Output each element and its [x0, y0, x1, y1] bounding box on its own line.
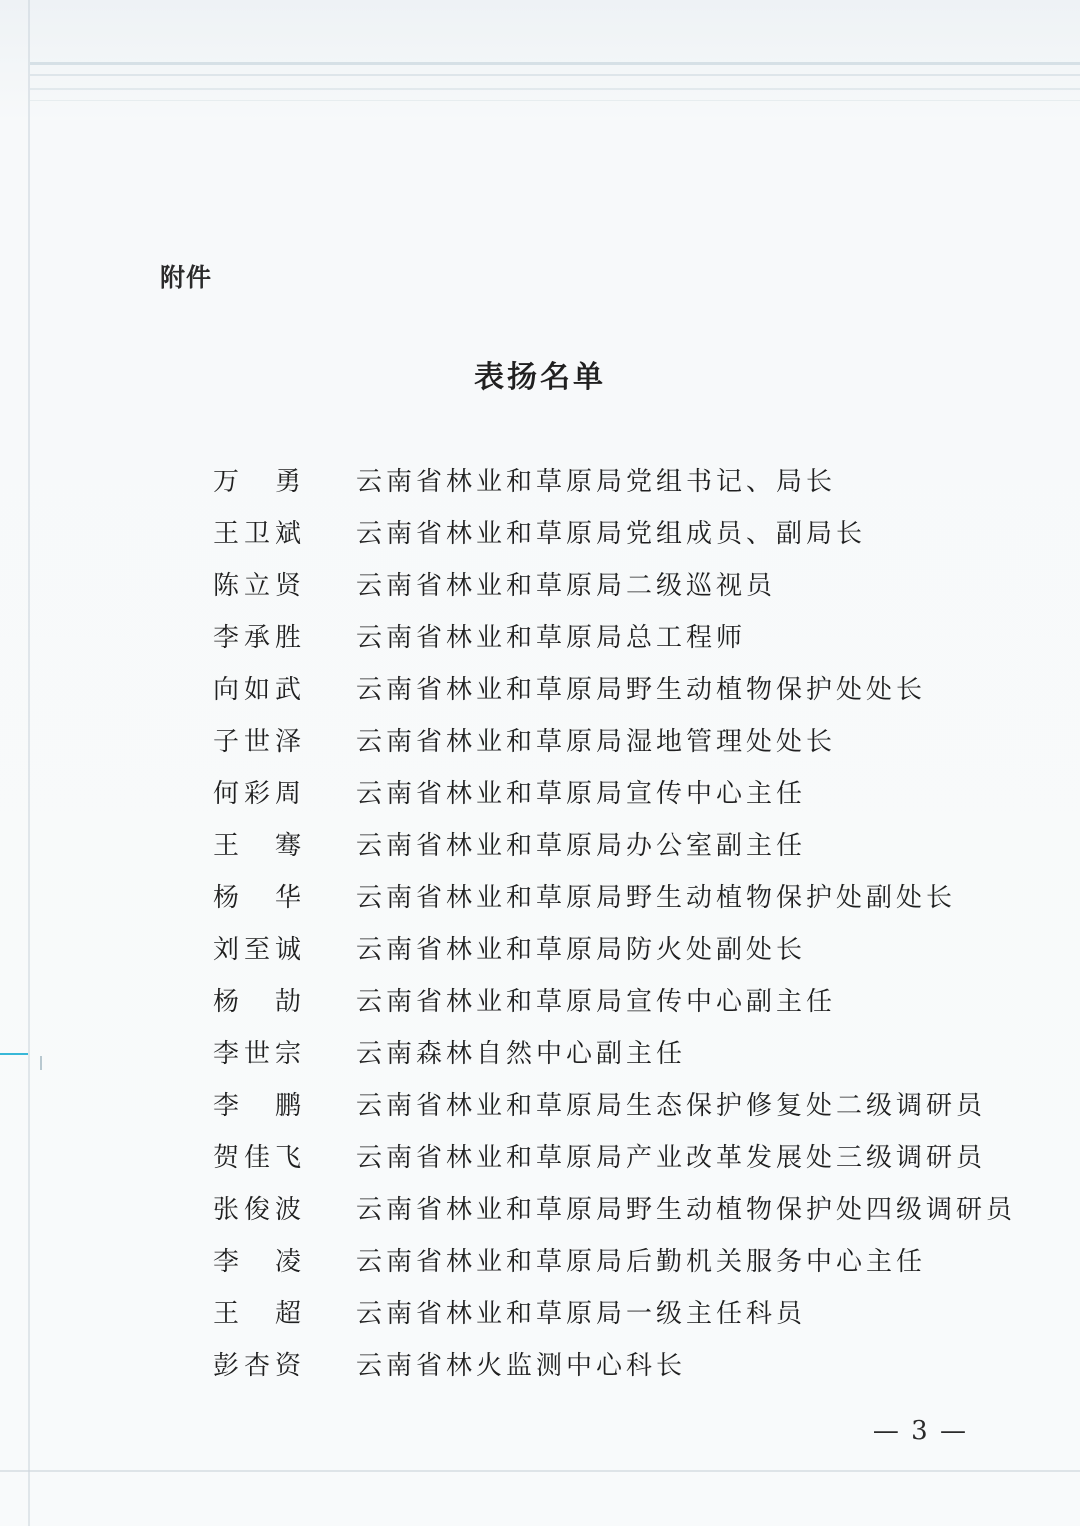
- person-name: 向如武: [213, 675, 303, 705]
- roster-row: [213, 976, 1013, 1028]
- person-title: 云南省林业和草原局宣传中心主任: [356, 779, 807, 809]
- scan-streak: [30, 88, 1080, 90]
- attachment-label: 附件: [160, 263, 213, 292]
- person-title: 云南省林业和草原局湿地管理处处长: [356, 727, 837, 757]
- person-name: 陈立贤: [213, 571, 303, 601]
- page-number: — 3 —: [872, 1416, 968, 1446]
- roster-row: [213, 1340, 1013, 1392]
- roster-row: [213, 1288, 1013, 1340]
- roster-list: [213, 456, 1017, 1392]
- scan-streak: [30, 62, 1080, 65]
- person-title: 云南省林业和草原局党组成员、副局长: [356, 519, 867, 549]
- roster-row: [213, 1132, 1013, 1184]
- person-name: 杨 华: [213, 883, 303, 913]
- roster-row: [213, 456, 1013, 508]
- person-name: 彭杏资: [213, 1351, 303, 1381]
- person-name: 李 鹏: [213, 1091, 303, 1121]
- person-title: 云南省林业和草原局一级主任科员: [356, 1299, 807, 1329]
- roster-row: [213, 612, 1013, 664]
- roster-row: [213, 508, 1013, 560]
- person-title: 云南省林业和草原局办公室副主任: [356, 831, 807, 861]
- person-name: 王 超: [213, 1299, 303, 1329]
- roster-row: [213, 560, 1013, 612]
- scan-mark: [0, 1053, 28, 1055]
- roster-row: [213, 768, 1013, 820]
- scan-bottom-line: [0, 1470, 1080, 1472]
- roster-row: [213, 820, 1013, 872]
- person-title: 云南省林业和草原局总工程师: [356, 623, 747, 653]
- person-title: 云南森林自然中心副主任: [356, 1039, 687, 1069]
- person-name: 李承胜: [213, 623, 303, 653]
- person-name: 刘至诚: [213, 935, 303, 965]
- person-title: 云南省林火监测中心科长: [356, 1351, 687, 1381]
- person-title: 云南省林业和草原局野生动植物保护处副处长: [356, 883, 957, 913]
- person-title: 云南省林业和草原局野生动植物保护处处长: [356, 675, 927, 705]
- person-name: 贺佳飞: [213, 1143, 303, 1173]
- roster-row: [213, 1236, 1013, 1288]
- person-name: 张俊波: [213, 1195, 303, 1225]
- person-name: 子世泽: [213, 727, 303, 757]
- roster-row: [213, 872, 1013, 924]
- roster-row: [213, 1184, 1017, 1236]
- roster-row: [213, 1080, 1013, 1132]
- person-title: 云南省林业和草原局党组书记、局长: [356, 467, 837, 497]
- roster-row: [213, 924, 1013, 976]
- roster-row: [213, 1028, 1013, 1080]
- page-title: 表扬名单: [474, 360, 606, 395]
- person-title: 云南省林业和草原局防火处副处长: [356, 935, 807, 965]
- person-name: 杨 劼: [213, 987, 303, 1017]
- person-name: 王卫斌: [213, 519, 303, 549]
- person-title: 云南省林业和草原局宣传中心副主任: [356, 987, 837, 1017]
- roster-row: [213, 716, 1013, 768]
- person-title: 云南省林业和草原局后勤机关服务中心主任: [356, 1247, 927, 1277]
- person-name: 王 骞: [213, 831, 303, 861]
- person-name: 万 勇: [213, 467, 303, 497]
- person-name: 李世宗: [213, 1039, 303, 1069]
- person-title: 云南省林业和草原局生态保护修复处二级调研员: [356, 1091, 987, 1121]
- person-title: 云南省林业和草原局野生动植物保护处四级调研员: [356, 1195, 1017, 1225]
- scan-mark: [40, 1056, 42, 1070]
- person-title: 云南省林业和草原局二级巡视员: [356, 571, 777, 601]
- person-title: 云南省林业和草原局产业改革发展处三级调研员: [356, 1143, 987, 1173]
- roster-row: [213, 664, 1013, 716]
- scan-edge-line: [28, 0, 30, 1526]
- scan-streak: [30, 74, 1080, 76]
- person-name: 何彩周: [213, 779, 303, 809]
- scan-streak: [30, 100, 1080, 101]
- person-name: 李 凌: [213, 1247, 303, 1277]
